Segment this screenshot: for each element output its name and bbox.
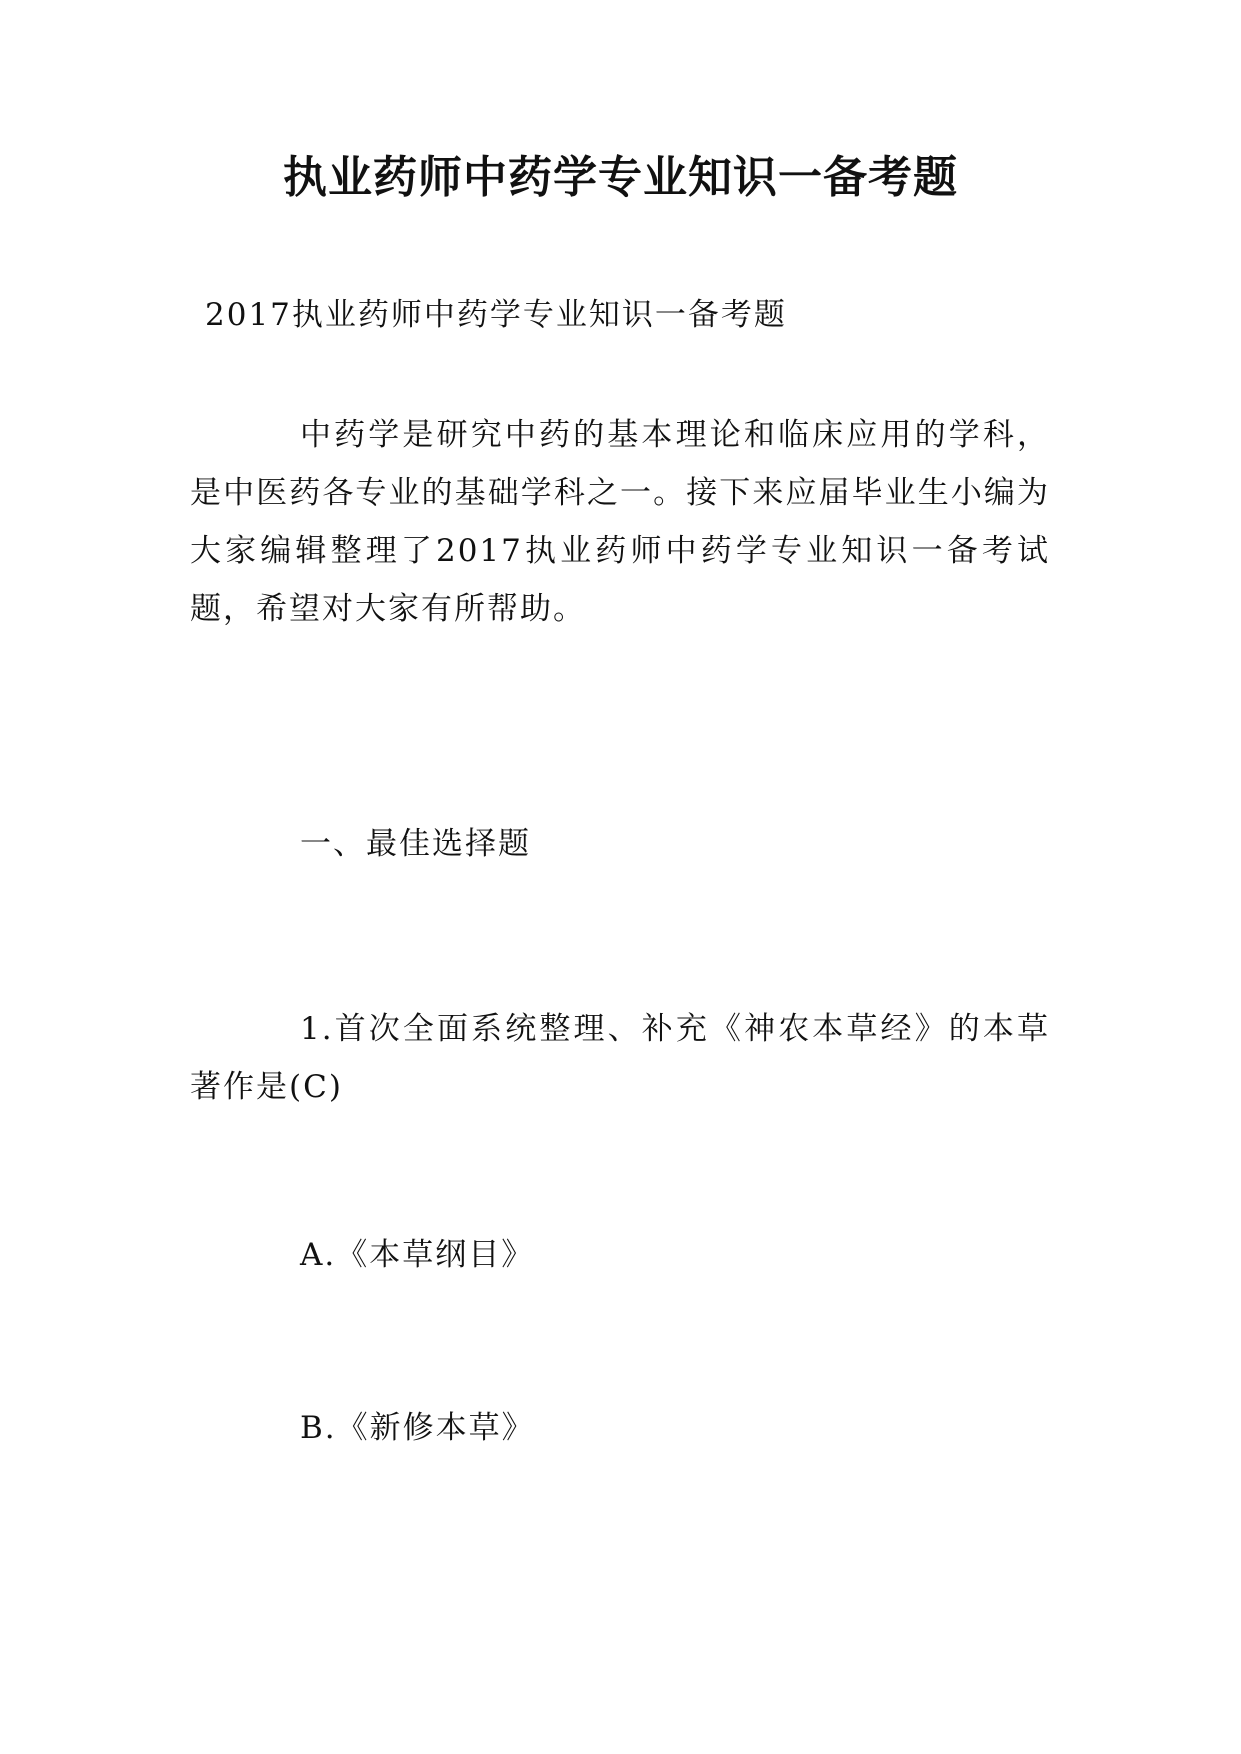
question-1-text: 1.首次全面系统整理、补充《神农本草经》的本草著作是(C) [190, 1011, 1050, 1105]
document-subtitle: 2017执业药师中药学专业知识一备考题 [205, 297, 787, 333]
question-1-option-a: A.《本草纲目》 [300, 1237, 535, 1273]
intro-paragraph: 中药学是研究中药的基本理论和临床应用的学科，是中医药各专业的基础学科之一。接下来应届毕业生小编为大家编辑整理了2017执业药师中药学专业知识一备考试题，希望对大家有所帮助。 [190, 417, 1050, 627]
section-heading: 一、最佳选择题 [300, 826, 531, 862]
question-1-option-b: B.《新修本草》 [300, 1410, 535, 1446]
document-title: 执业药师中药学专业知识一备考题 [283, 152, 958, 203]
